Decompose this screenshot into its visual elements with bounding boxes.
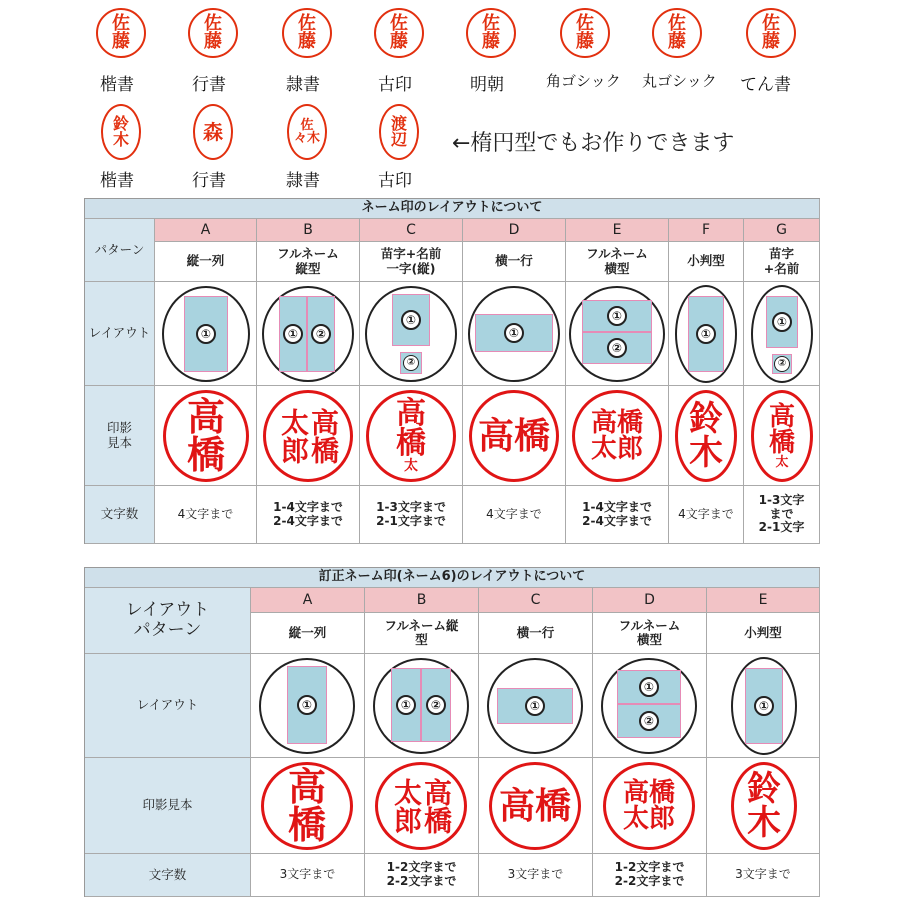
column-letter: E — [707, 588, 820, 613]
seal-sample: 高橋 太郎 — [603, 762, 695, 850]
layout-diagram — [463, 282, 566, 386]
number-one-icon: ① — [696, 324, 716, 344]
layout-box — [392, 294, 430, 346]
sample-caption: 丸ゴシック — [642, 72, 717, 90]
seal-cell — [251, 758, 365, 854]
column-name: 横一行 — [463, 242, 566, 282]
column-name: 横一行 — [479, 613, 593, 654]
layout-box — [766, 296, 798, 348]
sample-caption: 角ゴシック — [546, 72, 621, 90]
count-label: 文字数 — [85, 854, 251, 897]
char-count: 4文字まで — [155, 486, 257, 544]
number-two-icon: ② — [774, 356, 790, 372]
layout-box — [582, 300, 652, 332]
number-one-icon: ① — [396, 695, 416, 715]
layout-box — [475, 314, 553, 352]
column-name: 縦一列 — [155, 242, 257, 282]
seal-sample: 太郎 高橋 — [375, 762, 467, 850]
layout-box — [421, 668, 451, 742]
sample-label: 印影 見本 — [85, 386, 155, 486]
seal-sample: 鈴 木 — [675, 390, 737, 482]
sample-stamp: 佐 藤 — [282, 8, 332, 58]
seal-sample: 高 橋 太 — [751, 390, 813, 482]
column-letter: B — [365, 588, 479, 613]
number-one-icon: ① — [772, 312, 792, 332]
table-title: ネーム印のレイアウトについて — [85, 199, 820, 219]
seal-cell — [463, 386, 566, 486]
seal-cell — [669, 386, 744, 486]
oval-note: ←楕円型でもお作りできます — [452, 131, 735, 156]
char-count: 3文字まで — [479, 854, 593, 897]
layout-box — [287, 666, 327, 744]
layout-diagram — [251, 654, 365, 758]
seal-cell — [707, 758, 820, 854]
char-count: 1-2文字まで 2-2文字まで — [365, 854, 479, 897]
layout-box — [279, 296, 307, 372]
seal-sample: 太郎 高橋 — [263, 390, 353, 482]
char-count: 1-3文字 まで 2-1文字 — [744, 486, 820, 544]
font-samples — [0, 0, 900, 195]
seal-sample: 高橋 — [489, 762, 581, 850]
layout-box — [617, 704, 681, 738]
layout-diagram — [707, 654, 820, 758]
sample-label: 印影見本 — [85, 758, 251, 854]
seal-sample: 高 橋 太 — [366, 390, 456, 482]
sample-caption: 楷書 — [100, 75, 134, 95]
layout-diagram — [257, 282, 360, 386]
sample-stamp: 佐 藤 — [188, 8, 238, 58]
char-count: 4文字まで — [669, 486, 744, 544]
sample-caption: 隷書 — [286, 75, 320, 95]
layout-box — [184, 296, 228, 372]
sample-caption: てん書 — [740, 75, 791, 95]
number-one-icon: ① — [607, 306, 627, 326]
layout-box — [617, 670, 681, 704]
seal-cell — [479, 758, 593, 854]
column-name: フルネーム 縦型 — [257, 242, 360, 282]
sample-stamp: 佐 藤 — [374, 8, 424, 58]
sample-caption: 楷書 — [100, 171, 134, 191]
column-name: フルネーム縦 型 — [365, 613, 479, 654]
column-name: 縦一列 — [251, 613, 365, 654]
layout-box — [497, 688, 573, 724]
char-count: 4文字まで — [463, 486, 566, 544]
layout-diagram — [365, 654, 479, 758]
number-one-icon: ① — [525, 696, 545, 716]
sample-stamp: 佐 藤 — [652, 8, 702, 58]
seal-sample: 鈴 木 — [731, 762, 797, 850]
sample-stamp: 佐 藤 — [96, 8, 146, 58]
column-letter: D — [463, 219, 566, 242]
seal-cell — [566, 386, 669, 486]
seal-cell — [593, 758, 707, 854]
number-one-icon: ① — [297, 695, 317, 715]
number-one-icon: ① — [196, 324, 216, 344]
sample-stamp-oval: 渡 辺 — [379, 104, 419, 160]
sample-stamp: 佐 藤 — [466, 8, 516, 58]
layout-box — [307, 296, 335, 372]
seal-cell — [360, 386, 463, 486]
sample-caption: 行書 — [192, 75, 226, 95]
layout-diagram — [479, 654, 593, 758]
layout-label: レイアウト — [85, 282, 155, 386]
number-one-icon: ① — [754, 696, 774, 716]
layout-box — [391, 668, 421, 742]
layout-diagram — [360, 282, 463, 386]
column-name: フルネーム 横型 — [566, 242, 669, 282]
column-name: 小判型 — [707, 613, 820, 654]
table-title: 訂正ネーム印(ネーム6)のレイアウトについて — [85, 568, 820, 588]
pattern-label: レイアウト パターン — [85, 588, 251, 654]
column-letter: E — [566, 219, 669, 242]
layout-diagram — [744, 282, 820, 386]
sample-stamp: 佐 藤 — [746, 8, 796, 58]
number-two-icon: ② — [639, 711, 659, 731]
number-two-icon: ② — [311, 324, 331, 344]
layout-diagram — [566, 282, 669, 386]
layout-label: レイアウト — [85, 654, 251, 758]
column-letter: C — [479, 588, 593, 613]
sample-caption: 隷書 — [286, 171, 320, 191]
number-two-icon: ② — [403, 355, 419, 371]
column-name: フルネーム 横型 — [593, 613, 707, 654]
number-one-icon: ① — [639, 677, 659, 697]
column-letter: B — [257, 219, 360, 242]
char-count: 1-4文字まで 2-4文字まで — [257, 486, 360, 544]
column-letter: G — [744, 219, 820, 242]
column-letter: A — [251, 588, 365, 613]
char-count: 3文字まで — [707, 854, 820, 897]
column-name: 苗字+名前 一字(縦) — [360, 242, 463, 282]
number-one-icon: ① — [283, 324, 303, 344]
seal-cell — [744, 386, 820, 486]
layout-diagram — [669, 282, 744, 386]
pattern-label: パターン — [85, 219, 155, 282]
sample-stamp-oval: 鈴 木 — [101, 104, 141, 160]
sample-caption: 行書 — [192, 171, 226, 191]
char-count: 3文字まで — [251, 854, 365, 897]
sample-stamp: 佐 藤 — [560, 8, 610, 58]
layout-box — [400, 352, 422, 374]
layout-table-2 — [84, 567, 820, 897]
char-count: 1-4文字まで 2-4文字まで — [566, 486, 669, 544]
number-one-icon: ① — [401, 310, 421, 330]
column-name: 苗字 +名前 — [744, 242, 820, 282]
char-count: 1-3文字まで 2-1文字まで — [360, 486, 463, 544]
column-letter: A — [155, 219, 257, 242]
column-letter: C — [360, 219, 463, 242]
column-letter: D — [593, 588, 707, 613]
layout-box — [688, 296, 724, 372]
sample-stamp-oval: 佐 々木 — [287, 104, 327, 160]
layout-table-1 — [84, 198, 820, 544]
seal-cell — [257, 386, 360, 486]
layout-diagram — [593, 654, 707, 758]
layout-box — [772, 354, 792, 374]
column-letter: F — [669, 219, 744, 242]
sample-caption: 古印 — [378, 75, 412, 95]
seal-cell — [155, 386, 257, 486]
count-label: 文字数 — [85, 486, 155, 544]
seal-sample: 高 橋 — [163, 390, 249, 482]
number-two-icon: ② — [426, 695, 446, 715]
number-one-icon: ① — [504, 323, 524, 343]
number-two-icon: ② — [607, 338, 627, 358]
layout-diagram — [155, 282, 257, 386]
sample-stamp-oval: 森 — [193, 104, 233, 160]
sample-caption: 明朝 — [470, 75, 504, 95]
layout-box — [582, 332, 652, 364]
seal-cell — [365, 758, 479, 854]
char-count: 1-2文字まで 2-2文字まで — [593, 854, 707, 897]
seal-sample: 高 橋 — [261, 762, 353, 850]
column-name: 小判型 — [669, 242, 744, 282]
seal-sample: 高橋 — [469, 390, 559, 482]
seal-sample: 高橋 太郎 — [572, 390, 662, 482]
layout-box — [745, 668, 783, 744]
sample-caption: 古印 — [378, 171, 412, 191]
